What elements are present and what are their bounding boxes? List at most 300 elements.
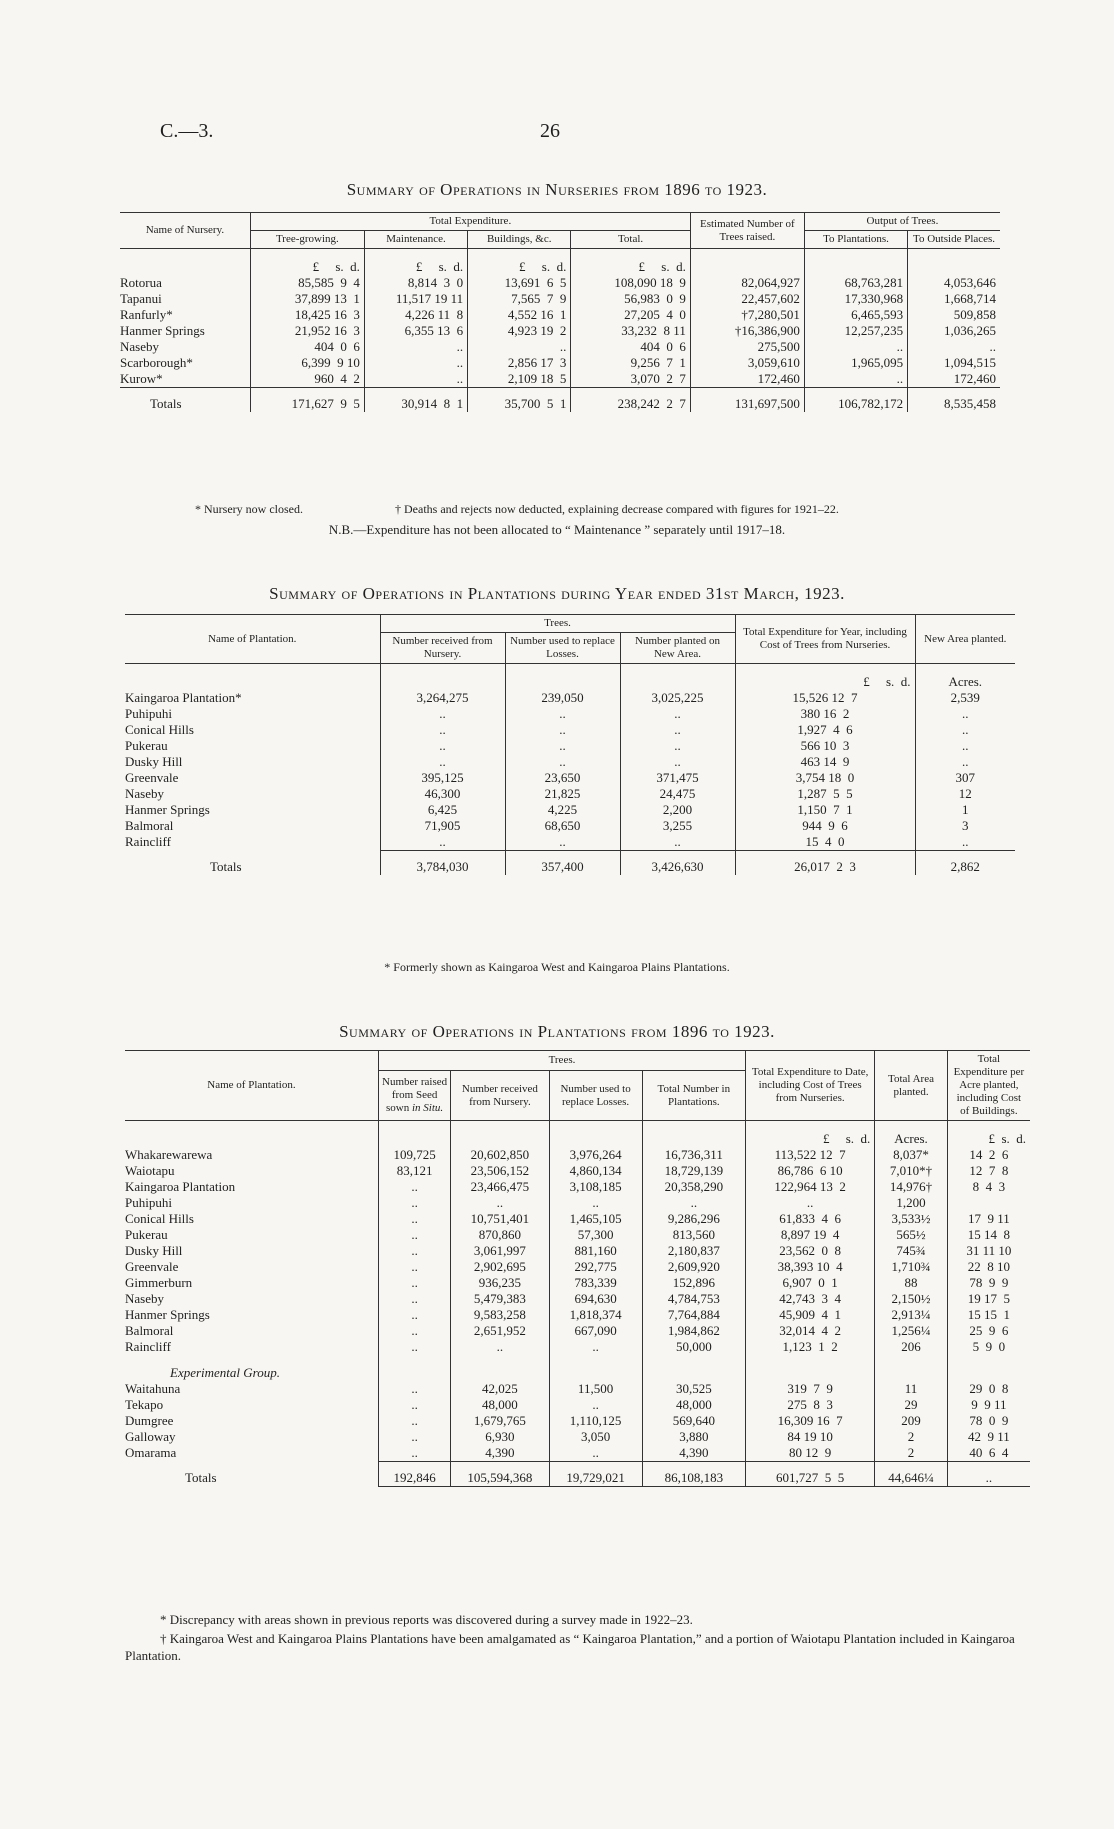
- table-cell: ..: [620, 754, 735, 770]
- total-cell: 601,727 5 5: [746, 1462, 875, 1487]
- table-cell: ..: [378, 1179, 450, 1195]
- table-cell: 30,525: [642, 1381, 745, 1397]
- row-name: Naseby: [125, 786, 164, 801]
- table-cell: 1,256¼: [875, 1323, 947, 1339]
- table-cell: 4,390: [451, 1445, 549, 1462]
- table-cell: 275 8 3: [746, 1397, 875, 1413]
- total-cell: 192,846: [378, 1462, 450, 1487]
- table-cell: ..: [746, 1195, 875, 1211]
- plantations-total-footnote-1: * Discrepancy with areas shown in previous reports was discovered during a survey made in 1922–23.: [160, 1612, 693, 1627]
- table-cell: 404 0 6: [250, 339, 364, 355]
- table-cell: 122,964 13 2: [746, 1179, 875, 1195]
- col-estimated-trees: Estimated Number of Trees raised.: [690, 213, 804, 249]
- table-cell: 71,905: [380, 818, 505, 834]
- table-cell: 152,896: [642, 1275, 745, 1291]
- row-name: Naseby: [120, 339, 159, 354]
- table-cell: ..: [378, 1195, 450, 1211]
- table-cell: ..: [642, 1195, 745, 1211]
- table-row: [125, 690, 1015, 706]
- row-name: Kaingaroa Plantation*: [125, 690, 242, 705]
- table-cell: ..: [380, 738, 505, 754]
- table-cell: 32,014 4 2: [746, 1323, 875, 1339]
- row-name: Dusky Hill: [125, 754, 183, 769]
- row-name: Pukerau: [125, 738, 168, 753]
- table-cell: 6,399 9 10: [250, 355, 364, 371]
- table-cell: 11,517 19 11: [364, 291, 467, 307]
- table-cell: ..: [378, 1259, 450, 1275]
- col-plantation-name: Name of Plantation.: [125, 1051, 378, 1121]
- table-row: [125, 818, 1015, 834]
- table-cell: 21,825: [505, 786, 620, 802]
- totals-label: Totals: [210, 858, 242, 874]
- table-cell: ..: [620, 834, 735, 851]
- table-cell: ..: [364, 371, 467, 388]
- table-cell: 12 7 8: [947, 1163, 1030, 1179]
- table-cell: 23,650: [505, 770, 620, 786]
- table-cell: 2,856 17 3: [468, 355, 571, 371]
- total-cell: 86,108,183: [642, 1462, 745, 1487]
- table-cell: ..: [378, 1243, 450, 1259]
- table-cell: 172,460: [690, 371, 804, 388]
- col-output-trees: Output of Trees.: [804, 213, 1000, 231]
- row-name: Ranfurly*: [120, 307, 173, 322]
- table-row: [120, 275, 1000, 291]
- table-cell: ..: [549, 1195, 642, 1211]
- col-seed-sown: [378, 1071, 450, 1121]
- table-row: [125, 754, 1015, 770]
- row-name: Dumgree: [125, 1413, 174, 1428]
- total-cell: 105,594,368: [451, 1462, 549, 1487]
- table-cell: 19 17 5: [947, 1291, 1030, 1307]
- table-cell: 3,533½: [875, 1211, 947, 1227]
- table-cell: 870,860: [451, 1227, 549, 1243]
- table-cell: ..: [505, 738, 620, 754]
- plantations-year-title: Summary of Operations in Plantations during Year ended 31st March, 1923.: [269, 584, 845, 603]
- table-cell: ..: [378, 1227, 450, 1243]
- table-cell: 12: [915, 786, 1015, 802]
- unit-lsd: £ s. d.: [364, 249, 467, 276]
- table-cell: 56,983 0 9: [571, 291, 691, 307]
- table-cell: 936,235: [451, 1275, 549, 1291]
- total-cell: ..: [947, 1462, 1030, 1487]
- plantations-year-footnote: * Formerly shown as Kaingaroa West and Kaingaroa Plains Plantations.: [384, 960, 730, 974]
- table-cell: 209: [875, 1413, 947, 1429]
- row-name: Omarama: [125, 1445, 177, 1460]
- table-cell: 45,909 4 1: [746, 1307, 875, 1323]
- table-cell: 1,110,125: [549, 1413, 642, 1429]
- table-cell: 8 4 3: [947, 1179, 1030, 1195]
- table-cell: 569,640: [642, 1413, 745, 1429]
- table-cell: 371,475: [620, 770, 735, 786]
- table-row: [125, 1323, 1030, 1339]
- table-cell: 57,300: [549, 1227, 642, 1243]
- nurseries-table: [120, 212, 1000, 412]
- table-cell: 68,650: [505, 818, 620, 834]
- totals-label: Totals: [150, 396, 182, 411]
- table-cell: 33,232 8 11: [571, 323, 691, 339]
- table-cell: 22 8 10: [947, 1259, 1030, 1275]
- table-row: [125, 1243, 1030, 1259]
- table-cell: 7,565 7 9: [468, 291, 571, 307]
- table-cell: 4,784,753: [642, 1291, 745, 1307]
- table-cell: ..: [378, 1413, 450, 1429]
- row-name: Hanmer Springs: [125, 802, 210, 817]
- row-name: Puhipuhi: [125, 706, 172, 721]
- col-received: Number received from Nursery.: [380, 633, 505, 664]
- table-cell: 9,286,296: [642, 1211, 745, 1227]
- table-cell: ..: [364, 339, 467, 355]
- table-cell: 1,984,862: [642, 1323, 745, 1339]
- col-to-plantations: To Plantations.: [804, 231, 907, 249]
- table-cell: ..: [378, 1307, 450, 1323]
- table-cell: 667,090: [549, 1323, 642, 1339]
- table-cell: 40 6 4: [947, 1445, 1030, 1462]
- page-header-left: C.—3.: [160, 120, 214, 142]
- total-cell: 171,627 9 5: [250, 388, 364, 413]
- table-cell: 83,121: [378, 1163, 450, 1179]
- table-cell: 37,899 13 1: [250, 291, 364, 307]
- row-name: Raincliff: [125, 834, 171, 849]
- table-cell: ..: [505, 754, 620, 770]
- total-cell: 8,535,458: [908, 388, 1000, 413]
- table-cell: 6,355 13 6: [364, 323, 467, 339]
- table-cell: ..: [378, 1323, 450, 1339]
- unit-lsd: £ s. d.: [746, 1121, 875, 1148]
- table-cell: ..: [620, 738, 735, 754]
- table-cell: 31 11 10: [947, 1243, 1030, 1259]
- col-replace: Number used to replace Losses.: [549, 1071, 642, 1121]
- col-trees: Trees.: [378, 1051, 745, 1071]
- plantations-year-table: [125, 614, 1015, 875]
- table-cell: 2,609,920: [642, 1259, 745, 1275]
- table-cell: ..: [804, 339, 907, 355]
- table-cell: 27,205 4 0: [571, 307, 691, 323]
- table-cell: 8,897 19 4: [746, 1227, 875, 1243]
- row-name: Gimmerburn: [125, 1275, 193, 1290]
- col-total-expenditure: Total Expenditure.: [250, 213, 690, 231]
- table-cell: 5,479,383: [451, 1291, 549, 1307]
- table-row: [125, 706, 1015, 722]
- table-cell: 206: [875, 1339, 947, 1355]
- table-cell: 1,150 7 1: [735, 802, 915, 818]
- table-cell: ..: [915, 754, 1015, 770]
- page-number: 26: [540, 120, 560, 142]
- row-name: Conical Hills: [125, 722, 194, 737]
- table-cell: 404 0 6: [571, 339, 691, 355]
- table-cell: 960 4 2: [250, 371, 364, 388]
- table-cell: 7,010*†: [875, 1163, 947, 1179]
- table-cell: 9,583,258: [451, 1307, 549, 1323]
- table-cell: 20,358,290: [642, 1179, 745, 1195]
- col-total-area: Total Area planted.: [875, 1051, 947, 1121]
- table-cell: 78 9 9: [947, 1275, 1030, 1291]
- table-cell: 48,000: [642, 1397, 745, 1413]
- table-cell: 813,560: [642, 1227, 745, 1243]
- table-cell: 68,763,281: [804, 275, 907, 291]
- table-cell: ..: [364, 355, 467, 371]
- table-cell: 4,923 19 2: [468, 323, 571, 339]
- col-replace: Number used to replace Losses.: [505, 633, 620, 664]
- table-row: [125, 802, 1015, 818]
- table-row: [125, 1397, 1030, 1413]
- table-cell: 42,025: [451, 1381, 549, 1397]
- table-cell: 944 9 6: [735, 818, 915, 834]
- col-maintenance: Maintenance.: [364, 231, 467, 249]
- unit-lsd: £ s. d.: [571, 249, 691, 276]
- col-planted: Number planted on New Area.: [620, 633, 735, 664]
- table-cell: 745¾: [875, 1243, 947, 1259]
- total-cell: 19,729,021: [549, 1462, 642, 1487]
- table-cell: 565½: [875, 1227, 947, 1243]
- table-cell: 86,786 6 10: [746, 1163, 875, 1179]
- row-name: Waiotapu: [125, 1163, 175, 1178]
- col-buildings: Buildings, &c.: [468, 231, 571, 249]
- table-cell: ..: [915, 722, 1015, 738]
- total-cell: 131,697,500: [690, 388, 804, 413]
- table-cell: ..: [505, 834, 620, 851]
- table-cell: ..: [380, 706, 505, 722]
- row-name: Raincliff: [125, 1339, 171, 1354]
- table-cell: 29: [875, 1397, 947, 1413]
- table-cell: 88: [875, 1275, 947, 1291]
- table-cell: 694,630: [549, 1291, 642, 1307]
- table-row: [125, 722, 1015, 738]
- table-cell: 6,465,593: [804, 307, 907, 323]
- table-cell: 3,108,185: [549, 1179, 642, 1195]
- table-row: [125, 786, 1015, 802]
- table-cell: ..: [915, 834, 1015, 851]
- row-name: Puhipuhi: [125, 1195, 172, 1210]
- table-cell: 21,952 16 3: [250, 323, 364, 339]
- table-row: [125, 1227, 1030, 1243]
- table-cell: 9 9 11: [947, 1397, 1030, 1413]
- total-cell: 44,646¼: [875, 1462, 947, 1487]
- table-cell: 42,743 3 4: [746, 1291, 875, 1307]
- col-received: Number received from Nursery.: [451, 1071, 549, 1121]
- table-cell: ..: [378, 1381, 450, 1397]
- table-cell: 6,425: [380, 802, 505, 818]
- row-name: Waitahuna: [125, 1381, 181, 1396]
- table-cell: 380 16 2: [735, 706, 915, 722]
- table-cell: 172,460: [908, 371, 1000, 388]
- table-cell: 2,109 18 5: [468, 371, 571, 388]
- table-cell: 48,000: [451, 1397, 549, 1413]
- table-cell: 1,123 1 2: [746, 1339, 875, 1355]
- table-cell: ..: [804, 371, 907, 388]
- table-cell: ..: [380, 834, 505, 851]
- col-total-number: Total Number in Plantations.: [642, 1071, 745, 1121]
- table-cell: ..: [378, 1291, 450, 1307]
- table-cell: 1,818,374: [549, 1307, 642, 1323]
- table-cell: 18,425 16 3: [250, 307, 364, 323]
- table-cell: ..: [915, 706, 1015, 722]
- row-name: Balmoral: [125, 818, 174, 833]
- table-cell: 15 15 1: [947, 1307, 1030, 1323]
- row-name: Pukerau: [125, 1227, 168, 1242]
- table-cell: 881,160: [549, 1243, 642, 1259]
- table-row: [125, 1381, 1030, 1397]
- table-cell: 1,710¾: [875, 1259, 947, 1275]
- table-cell: 1,094,515: [908, 355, 1000, 371]
- table-cell: ..: [378, 1339, 450, 1355]
- table-row: [125, 1147, 1030, 1163]
- table-cell: 275,500: [690, 339, 804, 355]
- table-cell: 783,339: [549, 1275, 642, 1291]
- nurseries-footnote-2: † Deaths and rejects now deducted, explaining decrease compared with figures for 1921–22.: [395, 502, 839, 516]
- table-row: [125, 1307, 1030, 1323]
- table-cell: 292,775: [549, 1259, 642, 1275]
- total-cell: 357,400: [505, 851, 620, 876]
- table-cell: 6,907 0 1: [746, 1275, 875, 1291]
- table-cell: 319 7 9: [746, 1381, 875, 1397]
- row-name: Conical Hills: [125, 1211, 194, 1226]
- table-cell: 4,225: [505, 802, 620, 818]
- total-cell: 238,242 2 7: [571, 388, 691, 413]
- table-cell: 2,651,952: [451, 1323, 549, 1339]
- table-cell: 9,256 7 1: [571, 355, 691, 371]
- table-cell: 1: [915, 802, 1015, 818]
- table-cell: ..: [549, 1397, 642, 1413]
- table-row: [125, 1179, 1030, 1195]
- row-name: Balmoral: [125, 1323, 174, 1338]
- table-cell: 3,255: [620, 818, 735, 834]
- total-cell: 3,426,630: [620, 851, 735, 876]
- table-cell: 11,500: [549, 1381, 642, 1397]
- plantations-total-title: Summary of Operations in Plantations from 1896 to 1923.: [339, 1022, 775, 1041]
- row-name: Naseby: [125, 1291, 164, 1306]
- table-cell: 23,466,475: [451, 1179, 549, 1195]
- nurseries-footnote-3: N.B.—Expenditure has not been allocated to “ Maintenance ” separately until 1917–18.: [328, 522, 786, 537]
- total-cell: 106,782,172: [804, 388, 907, 413]
- table-cell: 2,180,837: [642, 1243, 745, 1259]
- row-name: Kaingaroa Plantation: [125, 1179, 236, 1194]
- table-cell: ..: [378, 1429, 450, 1445]
- col-new-area: New Area planted.: [915, 615, 1015, 664]
- plantations-total-footnote-2: † Kaingaroa West and Kaingaroa Plains Plantations have been amalgamated as “ Kaingaroa Plantation,” and a portion of Waiotapu Plantation included in Kaingaroa Plantation.: [125, 1631, 1015, 1663]
- table-row: [125, 1413, 1030, 1429]
- table-cell: 84 19 10: [746, 1429, 875, 1445]
- table-cell: ..: [378, 1275, 450, 1291]
- row-name: Tapanui: [120, 291, 162, 306]
- table-row: [125, 1429, 1030, 1445]
- table-cell: 4,053,646: [908, 275, 1000, 291]
- col-plantation-name: Name of Plantation.: [125, 615, 380, 664]
- table-cell: 463 14 9: [735, 754, 915, 770]
- table-cell: 3,061,997: [451, 1243, 549, 1259]
- table-cell: 13,691 6 5: [468, 275, 571, 291]
- table-row: [125, 834, 1015, 851]
- col-total: Total.: [571, 231, 691, 249]
- table-cell: ..: [549, 1339, 642, 1355]
- table-cell: 307: [915, 770, 1015, 786]
- table-cell: 509,858: [908, 307, 1000, 323]
- table-row: [120, 307, 1000, 323]
- table-row: [125, 1339, 1030, 1355]
- table-cell: 38,393 10 4: [746, 1259, 875, 1275]
- col-tree-growing: Tree-growing.: [250, 231, 364, 249]
- table-cell: 15 14 8: [947, 1227, 1030, 1243]
- table-cell: 239,050: [505, 690, 620, 706]
- in-situ-label: in Situ.: [411, 1102, 444, 1115]
- table-cell: 109,725: [378, 1147, 450, 1163]
- table-row: [125, 1163, 1030, 1179]
- experimental-group-label: Experimental Group.: [170, 1365, 280, 1380]
- table-cell: 1,927 4 6: [735, 722, 915, 738]
- total-cell: 2,862: [915, 851, 1015, 876]
- col-total-expenditure-date: Total Expenditure to Date, including Cost of Trees from Nurseries.: [746, 1051, 875, 1121]
- table-cell: 3,025,225: [620, 690, 735, 706]
- total-cell: 26,017 2 3: [735, 851, 915, 876]
- unit-lsd: £ s. d.: [468, 249, 571, 276]
- table-cell: 50,000: [642, 1339, 745, 1355]
- table-row: [120, 323, 1000, 339]
- table-cell: 23,506,152: [451, 1163, 549, 1179]
- table-cell: 5 9 0: [947, 1339, 1030, 1355]
- row-name: Greenvale: [125, 770, 179, 785]
- row-name: Greenvale: [125, 1259, 179, 1274]
- table-row: [125, 770, 1015, 786]
- row-name: Hanmer Springs: [125, 1307, 210, 1322]
- table-cell: ..: [505, 706, 620, 722]
- table-cell: [947, 1195, 1030, 1211]
- table-row: [120, 355, 1000, 371]
- table-cell: 15 4 0: [735, 834, 915, 851]
- table-cell: 395,125: [380, 770, 505, 786]
- unit-lsd: £ s. d.: [250, 249, 364, 276]
- table-cell: ..: [380, 754, 505, 770]
- table-cell: 85,585 9 4: [250, 275, 364, 291]
- table-cell: 2: [875, 1445, 947, 1462]
- table-cell: 1,679,765: [451, 1413, 549, 1429]
- table-row: [125, 1445, 1030, 1462]
- table-cell: 42 9 11: [947, 1429, 1030, 1445]
- table-cell: 4,226 11 8: [364, 307, 467, 323]
- table-cell: 3,754 18 0: [735, 770, 915, 786]
- table-cell: 2,902,695: [451, 1259, 549, 1275]
- table-cell: 24,475: [620, 786, 735, 802]
- table-cell: 2: [875, 1429, 947, 1445]
- table-cell: 29 0 8: [947, 1381, 1030, 1397]
- table-cell: 3,059,610: [690, 355, 804, 371]
- col-per-acre: Total Expenditure per Acre planted, including Cost of Buildings.: [947, 1051, 1030, 1121]
- plantations-total-table: [125, 1050, 1030, 1487]
- table-cell: 46,300: [380, 786, 505, 802]
- table-cell: ..: [620, 722, 735, 738]
- unit-lsd: £ s. d.: [735, 664, 915, 691]
- table-cell: ..: [915, 738, 1015, 754]
- table-cell: 17,330,968: [804, 291, 907, 307]
- table-cell: 1,965,095: [804, 355, 907, 371]
- table-row: [125, 1275, 1030, 1291]
- table-cell: †7,280,501: [690, 307, 804, 323]
- table-cell: 17 9 11: [947, 1211, 1030, 1227]
- table-cell: 15,526 12 7: [735, 690, 915, 706]
- table-cell: ..: [468, 339, 571, 355]
- table-cell: 1,668,714: [908, 291, 1000, 307]
- row-name: Whakarewarewa: [125, 1147, 213, 1162]
- table-cell: ..: [620, 706, 735, 722]
- table-row: [125, 1211, 1030, 1227]
- table-cell: 566 10 3: [735, 738, 915, 754]
- total-cell: 3,784,030: [380, 851, 505, 876]
- table-cell: 16,736,311: [642, 1147, 745, 1163]
- unit-acres: Acres.: [915, 664, 1015, 691]
- table-cell: 2,913¼: [875, 1307, 947, 1323]
- table-cell: 3: [915, 818, 1015, 834]
- table-cell: 3,264,275: [380, 690, 505, 706]
- table-cell: 1,200: [875, 1195, 947, 1211]
- table-cell: 1,287 5 5: [735, 786, 915, 802]
